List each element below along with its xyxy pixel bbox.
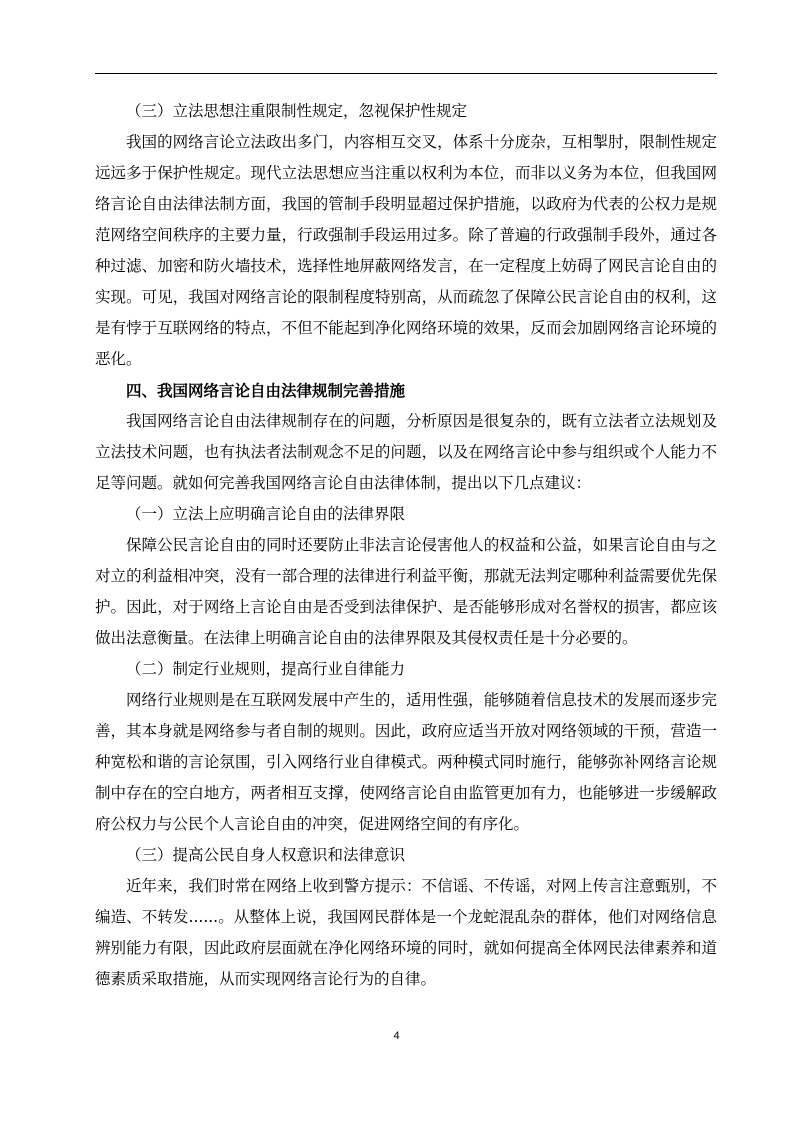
subheading-legislative-thought: （三）立法思想注重限制性规定，忽视保护性规定 xyxy=(126,102,468,120)
subheading-industry-rules: （二）制定行业规则，提高行业自律能力 xyxy=(126,660,406,678)
paragraph: 近年来，我们时常在网络上收到警方提示：不信谣、不传谣，对网上传言注意甄别，不编造、不转发......。从整体上说，我国网民群体是一个龙蛇混乱杂的群体，他们对网络信息辨别能力有限，因此政府层面就在净化网络环境的同时，就如何提高全体网民法律素养和道德素质采取措施，从而实现网络言论行为的自律。 xyxy=(95,877,717,988)
subheading-legal-boundary: （一）立法上应明确言论自由的法律界限 xyxy=(126,505,406,523)
page-number: 4 xyxy=(393,1030,400,1042)
paragraph: 网络行业规则是在互联网发展中产生的，适用性强，能够随着信息技术的发展而逐步完善，其本身就是网络参与者自制的规则。因此，政府应适当开放对网络领域的干预，营造一种宽松和谐的言论氛围，引入网络行业自律模式。两种模式同时施行，能够弥补网络言论规制中存在的空白地方，两者相互支撑，使网络言论自由监管更加有力，也能够进一步缓解政府公权力与公民个人言论自由的冲突，促进网络空间的有序化。 xyxy=(95,691,717,833)
section-heading-improvement-measures: 四、我国网络言论自由法律规制完善措施 xyxy=(126,381,406,400)
subheading-citizen-awareness: （三）提高公民自身人权意识和法律意识 xyxy=(126,846,406,864)
paragraph: 我国网络言论自由法律规制存在的问题，分析原因是很复杂的，既有立法者立法规划及立法技术问题，也有执法者法制观念不足的问题，以及在网络言论中参与组织或个人能力不足等问题。就如何完善我国网络言论自由法律体制，提出以下几点建议： xyxy=(95,412,717,492)
paragraph: 我国的网络言论立法政出多门，内容相互交叉，体系十分庞杂，互相掣肘，限制性规定远远多于保护性规定。现代立法思想应当注重以权利为本位，而非以义务为本位，但我国网络言论自由法律法制方面，我国的管制手段明显超过保护措施，以政府为代表的公权力是规范网络空间秩序的主要力量，行政强制手段运用过多。除了普遍的行政强制手段外，通过各种过滤、加密和防火墙技术，选择性地屏蔽网络发言，在一定程度上妨碍了网民言论自由的实现。可见，我国对网络言论的限制程度特别高，从而疏忽了保障公民言论自由的权利，这是有悖于互联网络的特点，不但不能起到净化网络环境的效果，反而会加剧网络言论环境的恶化。 xyxy=(95,133,717,368)
document-body xyxy=(95,96,717,995)
paragraph: 保障公民言论自由的同时还要防止非法言论侵害他人的权益和公益，如果言论自由与之对立的利益相冲突，没有一部合理的法律进行利益平衡，那就无法判定哪种利益需要优先保护。因此，对于网络上言论自由是否受到法律保护、是否能够形成对名誉权的损害，都应该做出法意衡量。在法律上明确言论自由的法律界限及其侵权责任是十分必要的。 xyxy=(95,536,717,647)
header-rule xyxy=(95,73,717,74)
